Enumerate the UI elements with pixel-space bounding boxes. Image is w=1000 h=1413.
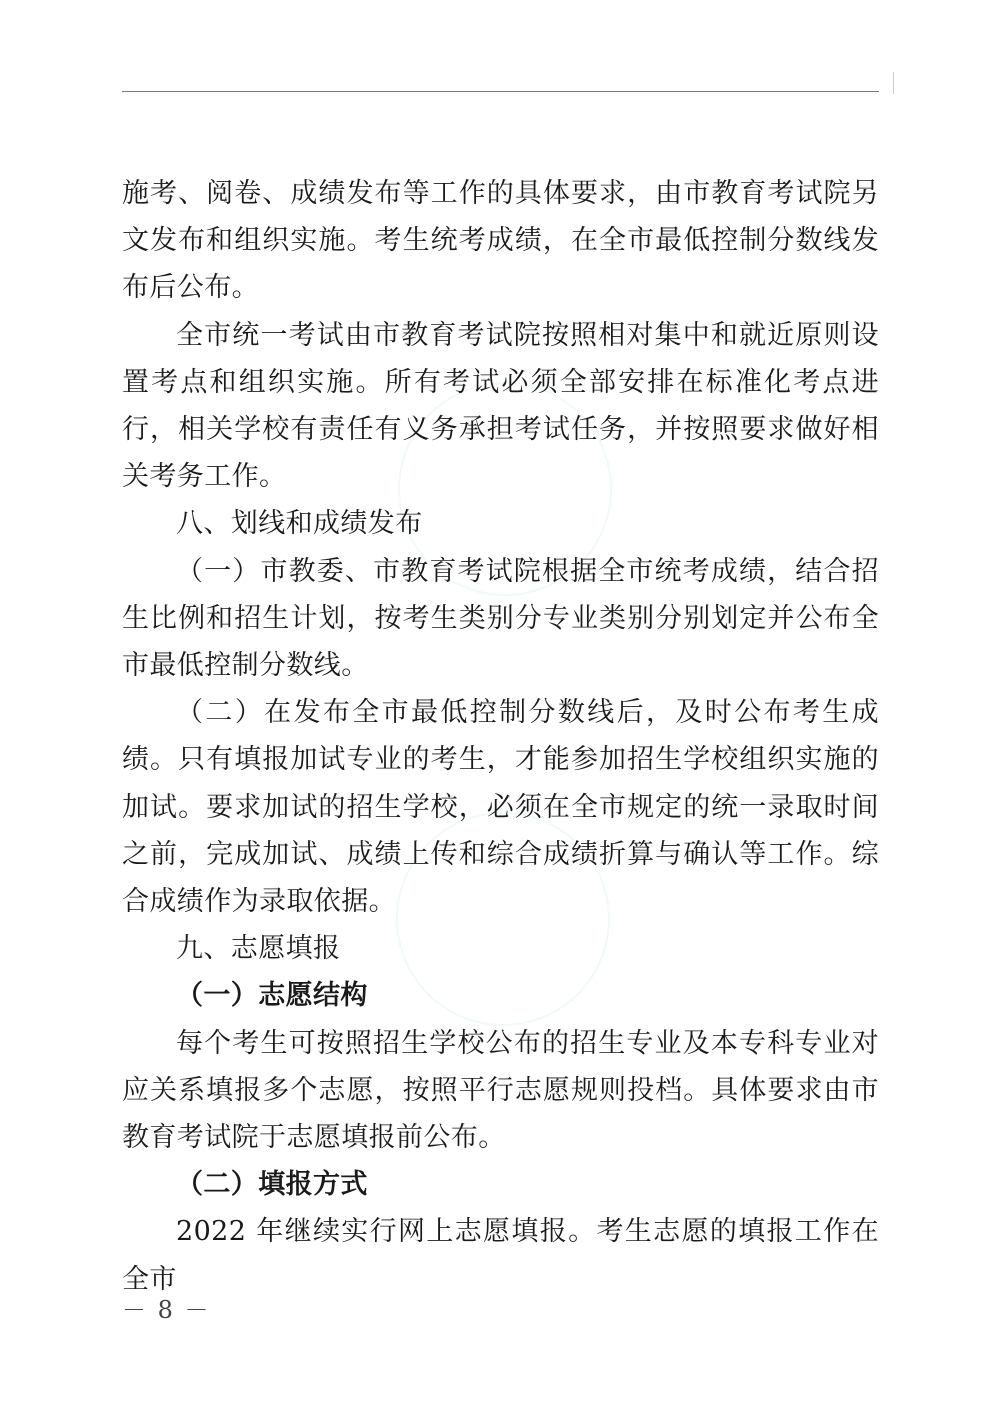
section-heading: 八、划线和成绩发布 <box>176 508 423 540</box>
header-rule <box>122 91 879 92</box>
paragraph: （二）在发布全市最低控制分数线后，及时公布考生成绩。只有填报加试专业的考生，才能参加招生学校组织实施的加试。要求加试的招生学校，必须在全市规定的统一录取时间之前，完成加试、成绩上传和综合成绩折算与确认等工作。综合成绩作为录取依据。 <box>122 697 879 918</box>
subsection-heading: （一）志愿结构 <box>176 980 368 1012</box>
year-text: 2022 <box>176 1216 247 1248</box>
section-heading: 九、志愿填报 <box>176 933 341 965</box>
paragraph: （一）市教委、市教育考试院根据全市统考成绩，结合招生比例和招生计划，按考生类别分专业类别分别划定并公布全市最低控制分数线。 <box>122 555 879 682</box>
paragraph-last <box>122 1208 879 1302</box>
paragraph: 全市统一考试由市教育考试院按照相对集中和就近原则设置考点和组织实施。所有考试必须全部安排在标准化考点进行，相关学校有责任有义务承担考试任务，并按照要求做好相关考务工作。 <box>122 319 879 493</box>
subsection-heading: （二）填报方式 <box>176 1169 368 1201</box>
document-body <box>122 170 879 1303</box>
page-number: － 8 － <box>122 1296 211 1324</box>
paragraph: 施考、阅卷、成绩发布等工作的具体要求，由市教育考试院另文发布和组织实施。考生统考成绩，在全市最低控制分数线发布后公布。 <box>122 178 879 304</box>
paragraph-text: 年继续实行网上志愿填报。考生志愿的填报工作在全市 <box>122 1216 879 1295</box>
paragraph: 每个考生可按照招生学校公布的招生专业及本专科专业对应关系填报多个志愿，按照平行志愿规则投档。具体要求由市教育考试院于志愿填报前公布。 <box>122 1027 879 1154</box>
page-edge-mark <box>893 72 894 94</box>
